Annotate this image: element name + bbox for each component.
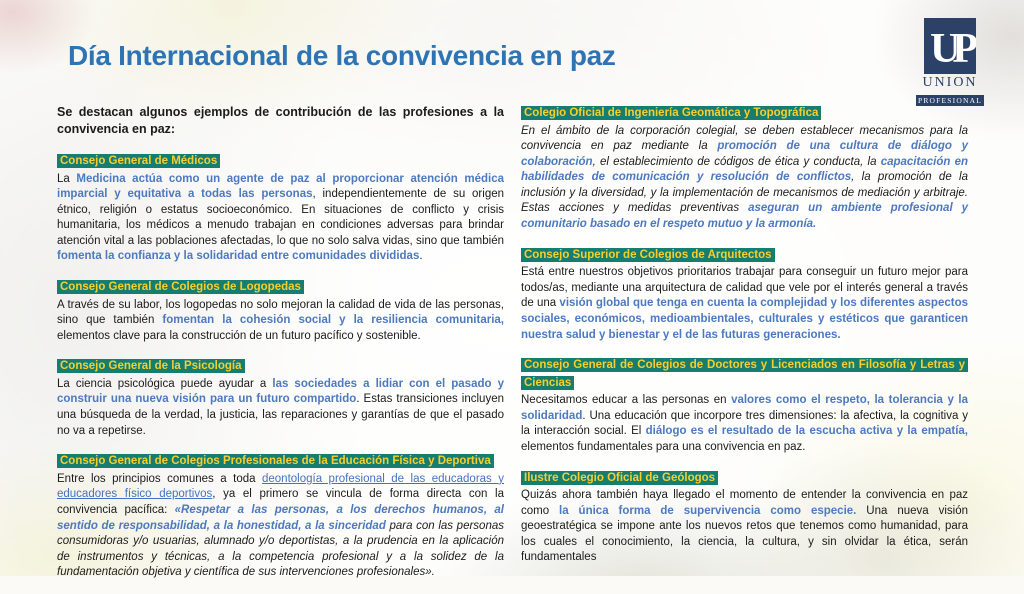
text-segment: elementos fundamentales para una convivencia en paz. — [521, 440, 806, 453]
text-segment: . — [419, 250, 423, 263]
text-segment: aseguran un ambiente profesional y comunitario basado en el respeto mutuo y la armonía. — [521, 202, 969, 231]
text-segment: Medicina actúa como un agente de paz al proporcionar atención médica imparcial y equitativa a todas las personas — [57, 172, 504, 201]
text-segment: capacitación en habilidades de comunicación y resolución de conflictos — [521, 155, 968, 184]
up-monogram-text: UP — [930, 26, 970, 72]
intro-text: Se destacan algunos ejemplos de contribución de las profesiones a la convivencia en paz: — [57, 105, 504, 136]
up-monogram-icon — [924, 18, 976, 74]
text-segment: , independientemente de su origen étnico, religión o estatus socioeconómico. En situaciones de conflicto y crisis humanitaria, los médicos a menudo trabajan en condiciones adversas para brindar atención vital a las poblaciones afectadas, lo que no solo salva vidas, sino que también — [57, 188, 505, 247]
section-body — [521, 265, 968, 343]
section-header — [57, 357, 504, 375]
text-segment: valores como el respeto, la tolerancia y la solidaridad — [521, 394, 969, 422]
text-segment: La — [57, 172, 77, 185]
section-header — [521, 246, 968, 264]
section-header-text: Colegio Oficial de Ingeniería Geomática y Topográfica — [521, 106, 821, 120]
text-segment: , el establecimiento de códigos de ética y conducta, la — [592, 155, 881, 168]
section-header-text: Ilustre Colegio Oficial de Geólogos — [521, 471, 718, 485]
left-column — [57, 104, 504, 594]
section-header — [521, 469, 968, 487]
section-header — [521, 356, 968, 391]
union-profesional-logo — [912, 18, 988, 108]
section-arquitectos — [521, 246, 968, 343]
section-psicologia — [57, 357, 504, 439]
right-column — [521, 104, 968, 579]
section-geomatica — [521, 104, 968, 233]
text-segment: , la promoción de la inclusión y la diversidad, y la implementación de mecanismos de mediación y arbitraje. Estas acciones y medidas preventivas — [521, 171, 968, 215]
section-header-text: Consejo General de Colegios de Doctores y Licenciados en Filosofía y Letras y Ciencias — [521, 358, 968, 390]
section-medicos — [57, 152, 504, 265]
logo-union-text: UNION — [922, 75, 978, 90]
section-header — [521, 104, 968, 122]
section-body — [57, 298, 504, 345]
section-header — [57, 452, 504, 470]
text-segment: Necesitamos educar a las personas en — [521, 394, 732, 407]
text-segment: para con las personas consumidoras y/o usuarias, alumnado y/o deportistas, a la prudencia en la aplicación de instrumentos y técnicas, a la competencia profesional y a la solidez de la fundamentación objetiva y científica de sus intervenciones profesionales». — [57, 519, 504, 579]
section-body — [521, 393, 968, 455]
section-educacion-fisica — [57, 452, 504, 581]
section-header-text: Consejo General de la Psicología — [57, 359, 245, 373]
section-body — [521, 124, 968, 233]
text-segment: la única forma de supervivencia como especie. — [559, 504, 857, 517]
text-segment: elementos clave para la construcción de un futuro pacífico y sostenible. — [57, 329, 421, 342]
text-segment: visión global que tenga en cuenta la complejidad y los diferentes aspectos sociales, económicos, medioambientales, culturales y estéticos que garanticen nuestra salud y bienestar y el de las futuras generaciones. — [521, 297, 969, 341]
section-header-text: Consejo General de Colegios Profesionales de la Educación Física y Deportiva — [57, 454, 494, 468]
text-segment: las sociedades a lidiar con el pasado y construir una nueva visión para un futuro compartido — [57, 377, 504, 406]
section-header — [57, 278, 504, 296]
section-logopedas — [57, 278, 504, 344]
section-doctores-licenciados — [521, 356, 968, 455]
text-segment: diálogo es el resultado de la escucha activa y la empatía, — [645, 425, 968, 438]
section-header-text: Consejo General de Médicos — [57, 154, 220, 168]
text-segment: . Una educación que incorpore tres dimensiones: la afectiva, la cognitiva y la interacción social. El — [521, 409, 968, 438]
text-segment: A través de su labor, los logopedas no solo mejoran la calidad de vida de las personas, sino que también — [57, 298, 504, 327]
text-segment: , ya el primero se vincula de forma directa con la convivencia pacífica: — [57, 488, 504, 516]
logo-profesional-text: PROFESIONAL — [917, 96, 983, 105]
section-geologos — [521, 469, 968, 566]
text-segment: fomentan la cohesión social y la resiliencia comunitaria, — [162, 314, 504, 327]
text-segment: Quizás ahora también haya llegado el momento de entender la convivencia en paz como — [521, 489, 968, 517]
text-segment: Entre los principios comunes a toda — [57, 472, 262, 485]
text-segment: promoción de una cultura de diálogo y colaboración — [521, 140, 968, 168]
section-header-text: Consejo General de Colegios de Logopedas — [57, 280, 304, 294]
section-body — [57, 172, 504, 266]
section-body — [57, 377, 504, 439]
section-header-text: Consejo Superior de Colegios de Arquitectos — [521, 248, 775, 262]
text-segment: fomenta la confianza y la solidaridad entre comunidades divididas — [57, 250, 420, 263]
text-segment: . Estas transiciones incluyen una búsqueda de la verdad, la justicia, las reparaciones y garantías de que el pasado no va a repetirse. — [57, 393, 504, 437]
section-body — [57, 472, 504, 581]
section-body — [521, 488, 968, 566]
text-segment: Está entre nuestros objetivos prioritarios trabajar para conseguir un futuro mejor para todos/as, mediante una arquitectura de calidad que vele por el interés general a través de una — [521, 266, 968, 310]
text-segment: «Respetar a las personas, a los derechos humanos, al sentido de responsabilidad, a la honestidad, a la sinceridad — [57, 503, 504, 532]
text-segment: En el ámbito de la corporación colegial, se deben establecer mecanismos para la convivencia en paz mediante la — [521, 124, 968, 153]
text-segment: La ciencia psicológica puede ayudar a — [57, 377, 273, 390]
section-header — [57, 152, 504, 170]
page-title: Día Internacional de la convivencia en paz — [68, 40, 616, 71]
text-segment: Una nueva visión geoestratégica se impone ante los nuevos retos que tenemos como humanidad, para los cuales el conocimiento, la ciencia, la cultura, y sin olvidar la ética, serán fundamentales — [521, 504, 968, 564]
inline-link[interactable]: deontología profesional de las educadoras y educadores físico deportivos — [57, 472, 504, 501]
